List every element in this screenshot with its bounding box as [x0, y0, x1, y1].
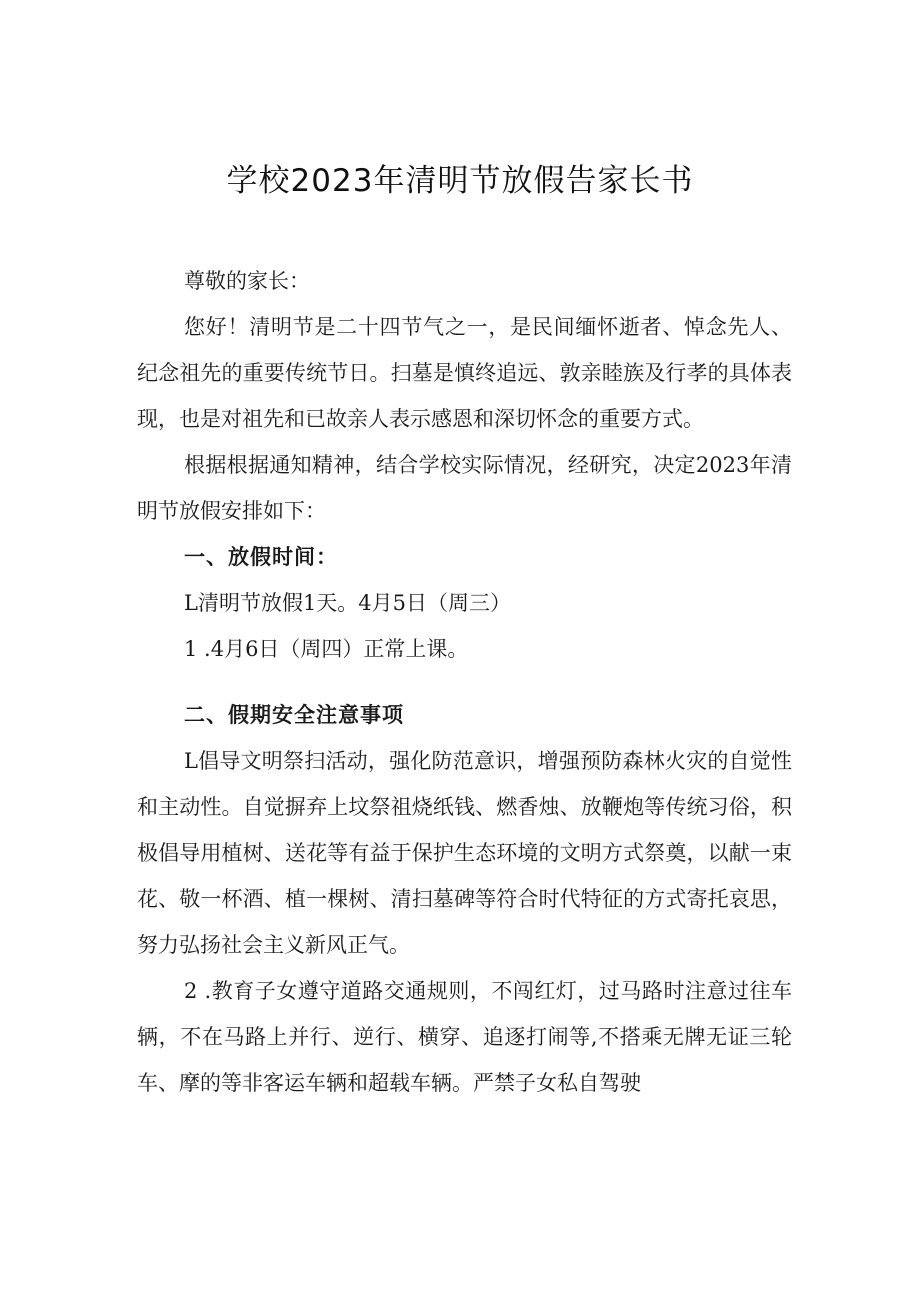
page-title: 学校2023年清明节放假告家长书 [226, 163, 694, 199]
section-spacer [137, 672, 792, 692]
holiday-item-1: L清明节放假1天。4月5日（周三） [184, 591, 512, 615]
notice-paragraph: 根据根据通知精神，结合学校实际情况，经研究，决定2023年清明节放假安排如下： [137, 453, 792, 523]
salutation: 尊敬的家长： [184, 269, 310, 293]
letter-body [137, 258, 792, 1106]
holiday-item-2: 1 .4月6日（周四）正常上课。 [184, 637, 469, 661]
safety-item-1: L倡导文明祭扫活动，强化防范意识，增强预防森林火灾的自觉性和主动性。自觉摒弃上坟祭祖烧纸钱、燃香烛、放鞭炮等传统习俗，积极倡导用植树、送花等有益于保护生态环境的文明方式祭奠，以献一束花、敬一杯酒、植一棵树、清扫墓碑等符合时代特征的方式寄托哀思，努力弘扬社会主义新风正气。 [137, 749, 792, 957]
section-heading-holiday-time: 一、放假时间： [184, 545, 338, 569]
safety-item-2: 2 .教育子女遵守道路交通规则，不闯红灯，过马路时注意过往车辆，不在马路上并行、逆行、横穿、追逐打闹等,不搭乘无牌无证三轮车、摩的等非客运车辆和超载车辆。严禁子女私自驾驶 [137, 979, 792, 1095]
section-heading-safety: 二、假期安全注意事项 [184, 703, 404, 727]
intro-paragraph: 您好！清明节是二十四节气之一，是民间缅怀逝者、悼念先人、纪念祖先的重要传统节日。扫墓是慎终追远、敦亲睦族及行孝的具体表现，也是对祖先和已故亲人表示感恩和深切怀念的重要方式。 [137, 315, 792, 431]
